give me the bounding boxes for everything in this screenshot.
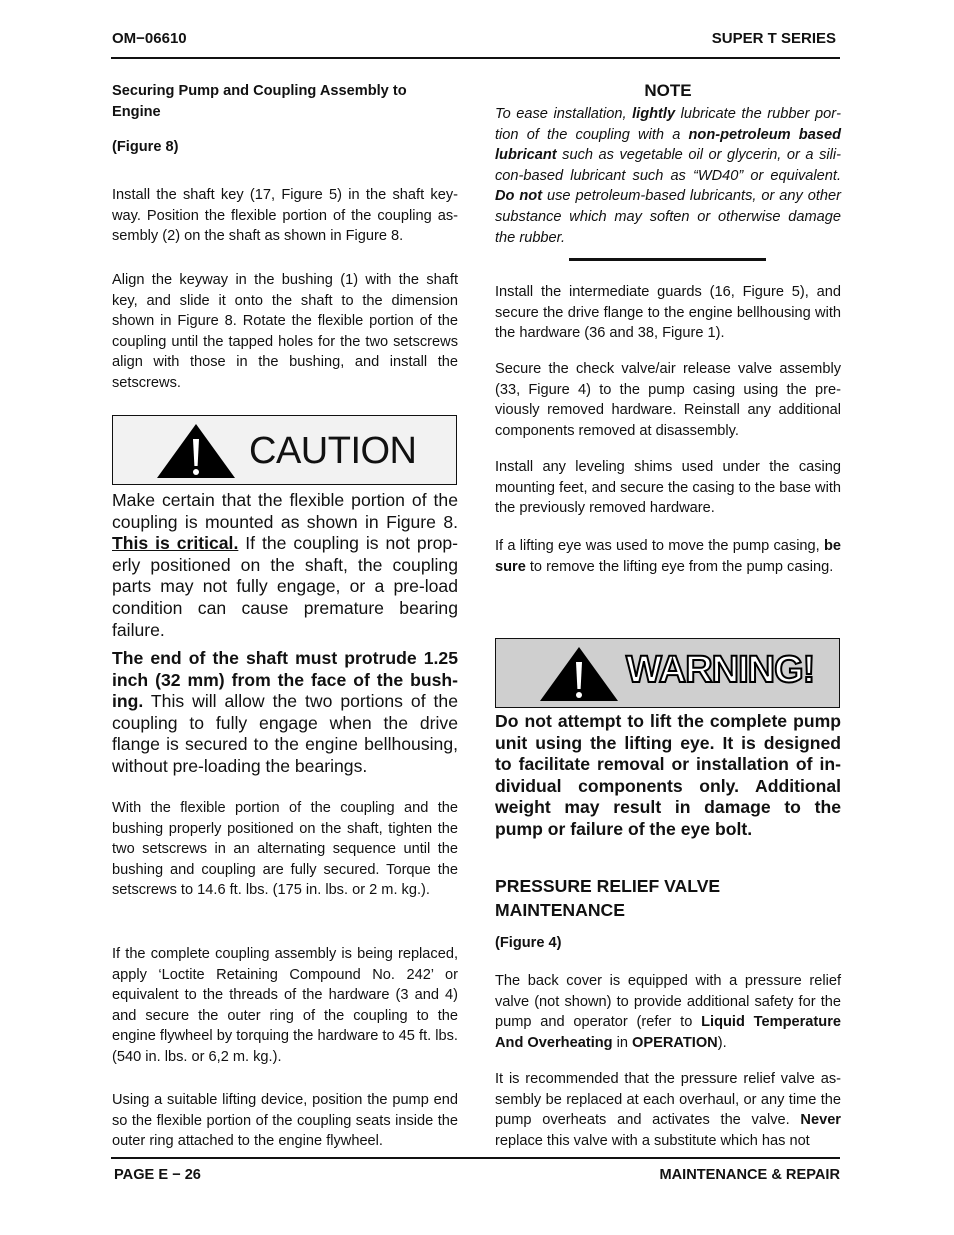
paragraph: If the complete coupling assembly is being replaced, apply ‘Loctite Retaining Compound No. 242’ or equivalent to the threads of the hardware (3 and 4) and secure the outer ring of the coupling to the engine flywheel by torquing the hardware to 45 ft. lbs. (540 in. lbs. or 6,2 m. kg.). — [112, 946, 458, 1065]
footer-rule — [111, 1157, 840, 1159]
header-rule — [111, 57, 840, 59]
paragraph: Install the intermediate guards (16, Figure 5), and secure the drive flange to the engine bellhousing with the hardware (36 and 38, Figure 1). — [495, 284, 841, 342]
caution-title: CAUTION — [249, 430, 417, 472]
warning-triangle-icon — [538, 645, 620, 703]
warning-title: WARNING! — [626, 649, 815, 691]
paragraph: Using a suitable lifting device, position the pump end so the flexible portion of the coupling seats inside the outer ring attached to the engine flywheel. — [112, 1092, 458, 1150]
warning-triangle-icon — [155, 422, 237, 480]
paragraph: Install any leveling shims used under the casing mounting feet, and secure the casing to the base with the previously removed hardware. — [495, 459, 841, 517]
doc-number: OM−06610 — [112, 30, 187, 47]
section-heading: Securing Pump and Coupling Assembly to Engine — [112, 83, 407, 120]
left-heading-block — [112, 81, 458, 122]
figure-ref: (Figure 4) — [495, 935, 562, 951]
note-text: To ease installation, lightly lubricate the rubber portion of the coupling with a non-petroleum based lubricant such as vegetable oil or glycerin, or a silicon-based lubricant such as “WD40” or equivalent. Do not use petroleum-based lubricants, or any other substance which may soften or otherwise damage the rubber. — [495, 106, 841, 246]
section-title: PRESSURE RELIEF VALVE MAINTENANCE — [495, 876, 721, 920]
caution-banner — [112, 415, 457, 485]
warning-text: Do not attempt to lift the complete pump unit using the lifting eye. It is designed to facilitate removal or installation of individual components only. Additional weight may result in damage to the pump or failure of the eye bolt. — [495, 711, 841, 839]
page-number: PAGE E − 26 — [114, 1167, 201, 1183]
caution-text: Make certain that the flexible portion of the coupling is mounted as shown in Figure 8. This is critical. If the coupling is not properly positioned on the shaft, the coupling parts may not fully engage, or a pre-load condition can cause premature bearing failure. — [112, 490, 458, 640]
paragraph: The back cover is equipped with a pressure relief valve (not shown) to provide additional safety for the pump and operator (refer to Liquid Temperature And Overheating in OPERATION). — [495, 973, 841, 1051]
paragraph: With the flexible portion of the coupling and the bushing properly positioned on the shaft, tighten the two setscrews in an alternating sequence until the bushing and coupling are fully secured. Torque the setscrews to 14.6 ft. lbs. (175 in. lbs. or 2 m. kg.). — [112, 800, 458, 899]
paragraph: It is recommended that the pressure relief valve assembly be replaced at each overhaul, or any time the pump overheats and activates the valve. Never replace this valve with a substitute which has not — [495, 1071, 841, 1149]
paragraph: If a lifting eye was used to move the pump casing, be sure to remove the lifting eye from the pump casing. — [495, 538, 841, 575]
caution-text-2: The end of the shaft must protrude 1.25 inch (32 mm) from the face of the bushing. This will allow the two portions of the coupling to fully engage when the drive flange is secured to the engine bellhousing, without pre-loading the bearings. — [112, 648, 458, 776]
paragraph: Secure the check valve/air release valve assembly (33, Figure 4) to the pump casing using the previously removed hardware. Reinstall any additional components removed at disassembly. — [495, 361, 841, 439]
note-divider — [569, 258, 766, 261]
note-title: NOTE — [644, 81, 692, 100]
critical-emphasis: This is critical. — [112, 533, 239, 554]
warning-banner — [495, 638, 840, 708]
footer-section: MAINTENANCE & REPAIR — [659, 1167, 840, 1183]
paragraph: Install the shaft key (17, Figure 5) in the shaft keyway. Position the flexible portion of the coupling assembly (2) on the shaft as shown in Figure 8. — [112, 187, 458, 245]
series-title: SUPER T SERIES — [711, 30, 836, 47]
paragraph: Align the keyway in the bushing (1) with the shaft key, and slide it onto the shaft to the dimension shown in Figure 8. Rotate the flexible portion of the coupling until the tapped holes for the two setscrews align with those in the bushing, and install the setscrews. — [112, 272, 458, 391]
figure-ref: (Figure 8) — [112, 139, 179, 155]
